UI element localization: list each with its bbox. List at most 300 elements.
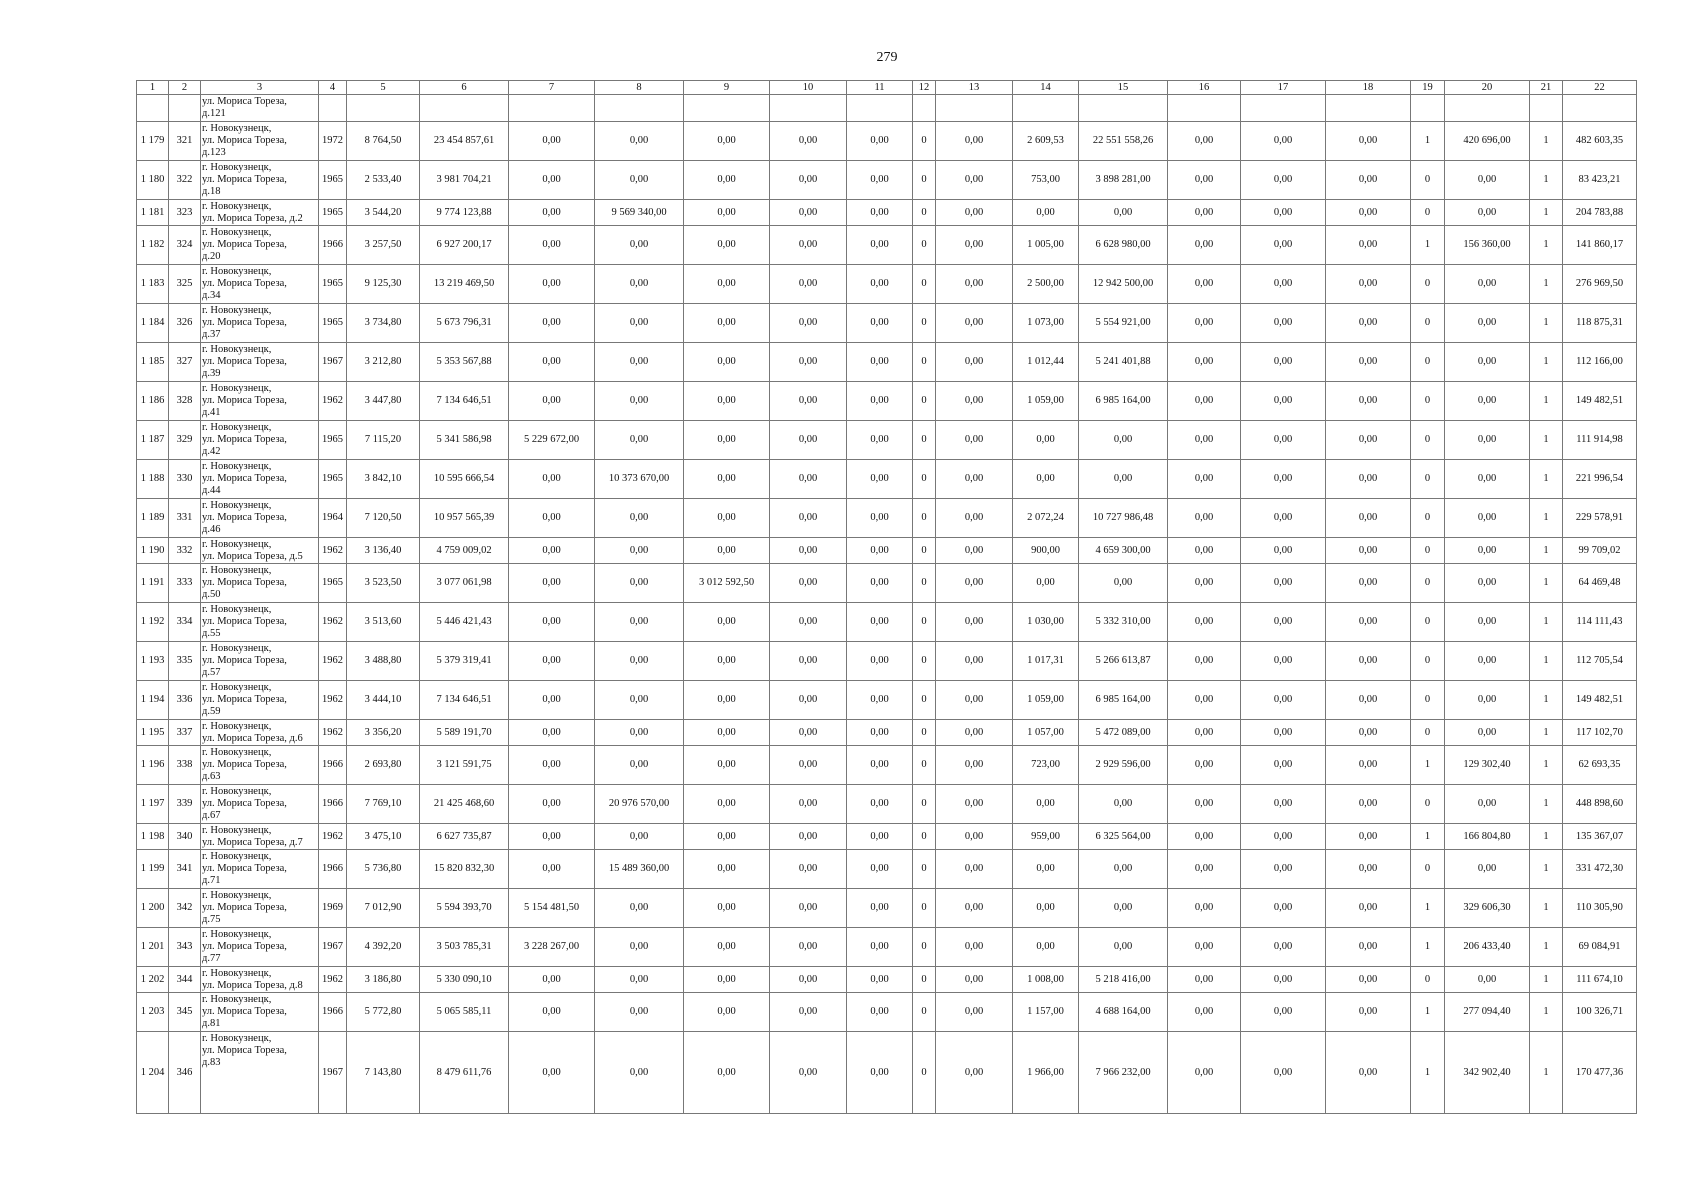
value-cell: 149 482,51 — [1563, 680, 1637, 719]
value-cell: 0,00 — [1241, 1031, 1326, 1113]
table-row — [137, 303, 1637, 342]
value-cell: 0,00 — [1326, 927, 1411, 966]
value-cell: 0,00 — [509, 719, 595, 745]
value-cell: 0,00 — [1241, 563, 1326, 602]
value-cell: 0 — [1411, 498, 1445, 537]
index-cell: 329 — [169, 420, 201, 459]
value-cell: 0,00 — [684, 459, 770, 498]
value-cell: 0,00 — [595, 719, 684, 745]
index-cell: 345 — [169, 992, 201, 1031]
value-cell: 1 073,00 — [1013, 303, 1079, 342]
value-cell: 1 030,00 — [1013, 602, 1079, 641]
value-cell: 0 — [913, 888, 936, 927]
value-cell: 1 — [1530, 459, 1563, 498]
value-cell: 21 425 468,60 — [420, 784, 509, 823]
value-cell: 111 914,98 — [1563, 420, 1637, 459]
value-cell: 0,00 — [770, 680, 847, 719]
address-line: д.55 — [202, 628, 221, 640]
address-line: г. Новокузнецк, — [202, 304, 272, 316]
value-cell: 1965 — [319, 160, 347, 199]
value-cell: 10 957 565,39 — [420, 498, 509, 537]
column-header: 20 — [1445, 81, 1530, 95]
value-cell: 1965 — [319, 563, 347, 602]
value-cell: 1962 — [319, 680, 347, 719]
address-cell — [201, 992, 319, 1031]
value-cell: 0,00 — [1445, 420, 1530, 459]
value-cell: 0,00 — [847, 849, 913, 888]
index-cell: 333 — [169, 563, 201, 602]
row-number-cell: 1 202 — [137, 966, 169, 992]
value-cell: 0,00 — [1241, 823, 1326, 849]
table-row — [137, 420, 1637, 459]
value-cell: 900,00 — [1013, 537, 1079, 563]
row-number-cell: 1 198 — [137, 823, 169, 849]
address-cell — [201, 680, 319, 719]
value-cell: 2 072,24 — [1013, 498, 1079, 537]
table-row — [137, 719, 1637, 745]
value-cell: 135 367,07 — [1563, 823, 1637, 849]
row-number-cell: 1 187 — [137, 420, 169, 459]
index-cell: 334 — [169, 602, 201, 641]
value-cell: 0,00 — [1168, 680, 1241, 719]
table-row — [137, 95, 1637, 122]
value-cell: 1 — [1530, 602, 1563, 641]
value-cell: 0 — [913, 264, 936, 303]
column-header: 21 — [1530, 81, 1563, 95]
index-cell: 335 — [169, 641, 201, 680]
address-line: ул. Мориса Тореза, — [202, 576, 287, 588]
column-header: 4 — [319, 81, 347, 95]
address-cell — [201, 849, 319, 888]
value-cell: 0,00 — [1013, 849, 1079, 888]
index-cell: 322 — [169, 160, 201, 199]
value-cell: 0,00 — [1326, 381, 1411, 420]
address-line: ул. Мориса Тореза, д.5 — [202, 550, 303, 562]
value-cell: 0,00 — [509, 121, 595, 160]
value-cell: 111 674,10 — [1563, 966, 1637, 992]
value-cell: 0,00 — [684, 199, 770, 225]
value-cell: 229 578,91 — [1563, 498, 1637, 537]
value-cell: 7 120,50 — [347, 498, 420, 537]
value-cell: 0,00 — [936, 121, 1013, 160]
value-cell: 1 — [1530, 745, 1563, 784]
column-header: 3 — [201, 81, 319, 95]
value-cell: 0 — [913, 680, 936, 719]
value-cell: 0,00 — [1445, 966, 1530, 992]
value-cell: 0,00 — [684, 342, 770, 381]
address-cell — [201, 199, 319, 225]
value-cell: 12 942 500,00 — [1079, 264, 1168, 303]
value-cell: 0,00 — [595, 537, 684, 563]
value-cell: 0,00 — [684, 641, 770, 680]
row-number-cell: 1 199 — [137, 849, 169, 888]
value-cell: 1962 — [319, 641, 347, 680]
value-cell: 3 475,10 — [347, 823, 420, 849]
address-cell — [201, 966, 319, 992]
value-cell: 0,00 — [770, 823, 847, 849]
value-cell: 0,00 — [684, 719, 770, 745]
row-number-cell: 1 191 — [137, 563, 169, 602]
value-cell: 0,00 — [595, 342, 684, 381]
value-cell: 0,00 — [847, 1031, 913, 1113]
value-cell: 0,00 — [770, 160, 847, 199]
address-cell — [201, 264, 319, 303]
value-cell: 0,00 — [1168, 303, 1241, 342]
value-cell: 5 332 310,00 — [1079, 602, 1168, 641]
value-cell: 0,00 — [595, 966, 684, 992]
address-line: г. Новокузнецк, — [202, 785, 272, 797]
table-row — [137, 381, 1637, 420]
address-line: д.67 — [202, 810, 221, 822]
value-cell: 0,00 — [1445, 160, 1530, 199]
table-row — [137, 225, 1637, 264]
value-cell: 0,00 — [1241, 342, 1326, 381]
value-cell: 0,00 — [1326, 680, 1411, 719]
row-number-cell: 1 201 — [137, 927, 169, 966]
value-cell: 0,00 — [1241, 888, 1326, 927]
value-cell: 0 — [1411, 459, 1445, 498]
value-cell: 1962 — [319, 966, 347, 992]
address-line: ул. Мориса Тореза, — [202, 316, 287, 328]
value-cell: 329 606,30 — [1445, 888, 1530, 927]
value-cell: 0,00 — [1079, 849, 1168, 888]
value-cell: 0 — [913, 784, 936, 823]
value-cell: 0,00 — [936, 264, 1013, 303]
value-cell: 0,00 — [1013, 784, 1079, 823]
address-line: ул. Мориса Тореза, — [202, 862, 287, 874]
value-cell: 0,00 — [595, 992, 684, 1031]
address-line: г. Новокузнецк, — [202, 642, 272, 654]
value-cell: 3 012 592,50 — [684, 563, 770, 602]
value-cell: 0,00 — [847, 602, 913, 641]
value-cell: 5 218 416,00 — [1079, 966, 1168, 992]
value-cell: 0,00 — [847, 264, 913, 303]
value-cell: 0,00 — [1326, 459, 1411, 498]
value-cell: 4 759 009,02 — [420, 537, 509, 563]
address-cell: ул. Мориса Тореза, д.121 — [201, 95, 319, 122]
address-cell — [201, 823, 319, 849]
value-cell: 149 482,51 — [1563, 381, 1637, 420]
index-cell: 341 — [169, 849, 201, 888]
value-cell: 0,00 — [1326, 160, 1411, 199]
value-cell: 0,00 — [936, 992, 1013, 1031]
value-cell: 0,00 — [847, 680, 913, 719]
value-cell: 0,00 — [847, 784, 913, 823]
value-cell: 0,00 — [1079, 420, 1168, 459]
value-cell: 0,00 — [1241, 459, 1326, 498]
value-cell: 0,00 — [595, 121, 684, 160]
value-cell: 0,00 — [936, 888, 1013, 927]
row-number-cell: 1 180 — [137, 160, 169, 199]
table-row — [137, 602, 1637, 641]
index-cell: 331 — [169, 498, 201, 537]
value-cell: 0,00 — [936, 641, 1013, 680]
value-cell: 0 — [1411, 537, 1445, 563]
value-cell: 1 — [1530, 719, 1563, 745]
column-header: 5 — [347, 81, 420, 95]
value-cell: 1965 — [319, 264, 347, 303]
address-line: ул. Мориса Тореза, — [202, 693, 287, 705]
value-cell: 3 734,80 — [347, 303, 420, 342]
value-cell: 0,00 — [770, 927, 847, 966]
value-cell: 4 659 300,00 — [1079, 537, 1168, 563]
index-cell: 336 — [169, 680, 201, 719]
value-cell: 10 373 670,00 — [595, 459, 684, 498]
value-cell: 69 084,91 — [1563, 927, 1637, 966]
column-header: 7 — [509, 81, 595, 95]
value-cell: 170 477,36 — [1563, 1031, 1637, 1113]
value-cell: 0,00 — [509, 498, 595, 537]
value-cell: 0,00 — [1326, 849, 1411, 888]
address-cell — [201, 537, 319, 563]
value-cell: 0,00 — [847, 966, 913, 992]
value-cell: 0,00 — [1326, 966, 1411, 992]
value-cell: 0,00 — [936, 381, 1013, 420]
value-cell: 0,00 — [1168, 888, 1241, 927]
address-line: г. Новокузнецк, — [202, 200, 272, 212]
value-cell: 5 772,80 — [347, 992, 420, 1031]
value-cell: 4 392,20 — [347, 927, 420, 966]
value-cell: 3 212,80 — [347, 342, 420, 381]
value-cell: 1965 — [319, 420, 347, 459]
value-cell: 1 017,31 — [1013, 641, 1079, 680]
address-line: ул. Мориса Тореза, д.6 — [202, 732, 303, 744]
value-cell: 0,00 — [847, 225, 913, 264]
value-cell: 0,00 — [770, 498, 847, 537]
value-cell: 0,00 — [1241, 199, 1326, 225]
address-line: г. Новокузнецк, — [202, 993, 272, 1005]
value-cell: 3 136,40 — [347, 537, 420, 563]
row-number-cell: 1 193 — [137, 641, 169, 680]
address-line: г. Новокузнецк, — [202, 889, 272, 901]
value-cell: 0,00 — [1445, 563, 1530, 602]
value-cell: 1 — [1530, 927, 1563, 966]
value-cell: 0 — [913, 420, 936, 459]
value-cell: 0,00 — [1241, 121, 1326, 160]
index-cell: 325 — [169, 264, 201, 303]
value-cell: 0 — [1411, 719, 1445, 745]
value-cell: 0,00 — [936, 1031, 1013, 1113]
value-cell: 0,00 — [1241, 225, 1326, 264]
column-header: 12 — [913, 81, 936, 95]
value-cell: 0,00 — [684, 745, 770, 784]
index-cell: 337 — [169, 719, 201, 745]
value-cell: 0,00 — [509, 823, 595, 849]
value-cell: 0,00 — [684, 1031, 770, 1113]
value-cell: 0,00 — [936, 849, 1013, 888]
row-number-cell: 1 185 — [137, 342, 169, 381]
value-cell: 0,00 — [770, 264, 847, 303]
table-row — [137, 992, 1637, 1031]
value-cell: 0,00 — [1168, 160, 1241, 199]
value-cell: 0,00 — [509, 381, 595, 420]
value-cell: 1972 — [319, 121, 347, 160]
value-cell: 112 166,00 — [1563, 342, 1637, 381]
value-cell: 0,00 — [1326, 992, 1411, 1031]
value-cell: 0 — [913, 966, 936, 992]
index-cell: 342 — [169, 888, 201, 927]
value-cell: 0,00 — [1168, 823, 1241, 849]
value-cell: 0 — [913, 719, 936, 745]
value-cell: 723,00 — [1013, 745, 1079, 784]
value-cell: 0,00 — [847, 563, 913, 602]
address-line: г. Новокузнецк, — [202, 265, 272, 277]
value-cell: 0,00 — [770, 199, 847, 225]
value-cell: 6 325 564,00 — [1079, 823, 1168, 849]
row-number-cell: 1 192 — [137, 602, 169, 641]
value-cell: 1 — [1530, 1031, 1563, 1113]
value-cell: 3 257,50 — [347, 225, 420, 264]
table-row — [137, 641, 1637, 680]
row-number-cell: 1 203 — [137, 992, 169, 1031]
address-line: ул. Мориса Тореза, — [202, 134, 287, 146]
index-cell: 339 — [169, 784, 201, 823]
value-cell: 3 488,80 — [347, 641, 420, 680]
value-cell: 0,00 — [684, 121, 770, 160]
value-cell: 15 820 832,30 — [420, 849, 509, 888]
value-cell: 0,00 — [595, 745, 684, 784]
value-cell: 959,00 — [1013, 823, 1079, 849]
column-header: 11 — [847, 81, 913, 95]
value-cell: 0,00 — [847, 537, 913, 563]
value-cell: 0,00 — [770, 784, 847, 823]
address-line: г. Новокузнецк, — [202, 564, 272, 576]
value-cell: 0,00 — [847, 927, 913, 966]
value-cell: 0,00 — [1326, 563, 1411, 602]
value-cell: 0,00 — [595, 225, 684, 264]
value-cell: 0,00 — [1326, 264, 1411, 303]
value-cell: 0 — [913, 199, 936, 225]
value-cell: 0,00 — [595, 563, 684, 602]
address-line: д.46 — [202, 524, 221, 536]
value-cell: 7 769,10 — [347, 784, 420, 823]
value-cell: 5 379 319,41 — [420, 641, 509, 680]
value-cell: 0,00 — [847, 823, 913, 849]
value-cell: 0,00 — [1445, 537, 1530, 563]
value-cell: 1 — [1411, 1031, 1445, 1113]
address-line: ул. Мориса Тореза, — [202, 472, 287, 484]
page-number: 279 — [876, 50, 898, 65]
value-cell: 0,00 — [770, 537, 847, 563]
value-cell: 0 — [1411, 381, 1445, 420]
value-cell: 331 472,30 — [1563, 849, 1637, 888]
value-cell: 1 — [1530, 225, 1563, 264]
value-cell: 0,00 — [1168, 264, 1241, 303]
value-cell: 0,00 — [1168, 1031, 1241, 1113]
value-cell: 0 — [913, 641, 936, 680]
value-cell: 5 241 401,88 — [1079, 342, 1168, 381]
value-cell: 3 544,20 — [347, 199, 420, 225]
value-cell: 0,00 — [595, 888, 684, 927]
value-cell: 0,00 — [595, 264, 684, 303]
value-cell: 1966 — [319, 745, 347, 784]
value-cell: 0,00 — [1445, 498, 1530, 537]
value-cell: 0,00 — [1241, 602, 1326, 641]
value-cell: 0 — [1411, 264, 1445, 303]
value-cell: 0,00 — [936, 602, 1013, 641]
address-cell — [201, 927, 319, 966]
value-cell: 0,00 — [509, 1031, 595, 1113]
address-line: д.34 — [202, 290, 221, 302]
address-cell — [201, 745, 319, 784]
address-line: г. Новокузнецк, — [202, 343, 272, 355]
address-line: г. Новокузнецк, — [202, 122, 272, 134]
value-cell: 0,00 — [1168, 992, 1241, 1031]
value-cell: 0,00 — [1013, 888, 1079, 927]
value-cell: 1 — [1530, 641, 1563, 680]
value-cell: 0 — [913, 992, 936, 1031]
value-cell: 276 969,50 — [1563, 264, 1637, 303]
value-cell: 0,00 — [847, 745, 913, 784]
value-cell: 0,00 — [1013, 459, 1079, 498]
value-cell: 1965 — [319, 303, 347, 342]
value-cell: 0,00 — [847, 121, 913, 160]
value-cell: 1 — [1530, 563, 1563, 602]
value-cell: 0 — [913, 823, 936, 849]
value-cell: 0,00 — [509, 264, 595, 303]
value-cell: 0,00 — [509, 537, 595, 563]
value-cell: 0,00 — [936, 498, 1013, 537]
value-cell: 0 — [913, 602, 936, 641]
table-row — [137, 823, 1637, 849]
value-cell: 0,00 — [509, 602, 595, 641]
value-cell: 117 102,70 — [1563, 719, 1637, 745]
value-cell: 0,00 — [595, 823, 684, 849]
value-cell: 1 — [1530, 303, 1563, 342]
value-cell: 5 673 796,31 — [420, 303, 509, 342]
value-cell: 0,00 — [1168, 199, 1241, 225]
value-cell: 0,00 — [770, 888, 847, 927]
value-cell: 0,00 — [1445, 381, 1530, 420]
value-cell: 0,00 — [936, 459, 1013, 498]
column-header: 8 — [595, 81, 684, 95]
value-cell: 1 — [1411, 225, 1445, 264]
address-line: д.20 — [202, 251, 221, 263]
table-row — [137, 498, 1637, 537]
value-cell: 0,00 — [770, 992, 847, 1031]
address-line: г. Новокузнецк, — [202, 681, 272, 693]
value-cell: 0,00 — [1326, 199, 1411, 225]
value-cell: 0,00 — [509, 784, 595, 823]
value-cell: 3 444,10 — [347, 680, 420, 719]
address-line: д.59 — [202, 706, 221, 718]
index-cell: 340 — [169, 823, 201, 849]
index-cell: 326 — [169, 303, 201, 342]
index-cell: 324 — [169, 225, 201, 264]
value-cell: 5 472 089,00 — [1079, 719, 1168, 745]
value-cell: 0,00 — [595, 680, 684, 719]
value-cell: 118 875,31 — [1563, 303, 1637, 342]
value-cell: 141 860,17 — [1563, 225, 1637, 264]
row-number-cell: 1 195 — [137, 719, 169, 745]
value-cell: 0,00 — [684, 849, 770, 888]
column-header: 18 — [1326, 81, 1411, 95]
address-line: д.50 — [202, 589, 221, 601]
column-header: 19 — [1411, 81, 1445, 95]
value-cell: 1 — [1530, 888, 1563, 927]
value-cell: 5 353 567,88 — [420, 342, 509, 381]
value-cell: 482 603,35 — [1563, 121, 1637, 160]
address-line: ул. Мориса Тореза, — [202, 654, 287, 666]
address-cell — [201, 641, 319, 680]
index-cell: 332 — [169, 537, 201, 563]
value-cell: 1 059,00 — [1013, 381, 1079, 420]
value-cell: 0,00 — [509, 342, 595, 381]
value-cell: 7 012,90 — [347, 888, 420, 927]
value-cell: 0,00 — [1326, 498, 1411, 537]
value-cell: 0,00 — [684, 264, 770, 303]
value-cell: 0,00 — [1326, 225, 1411, 264]
